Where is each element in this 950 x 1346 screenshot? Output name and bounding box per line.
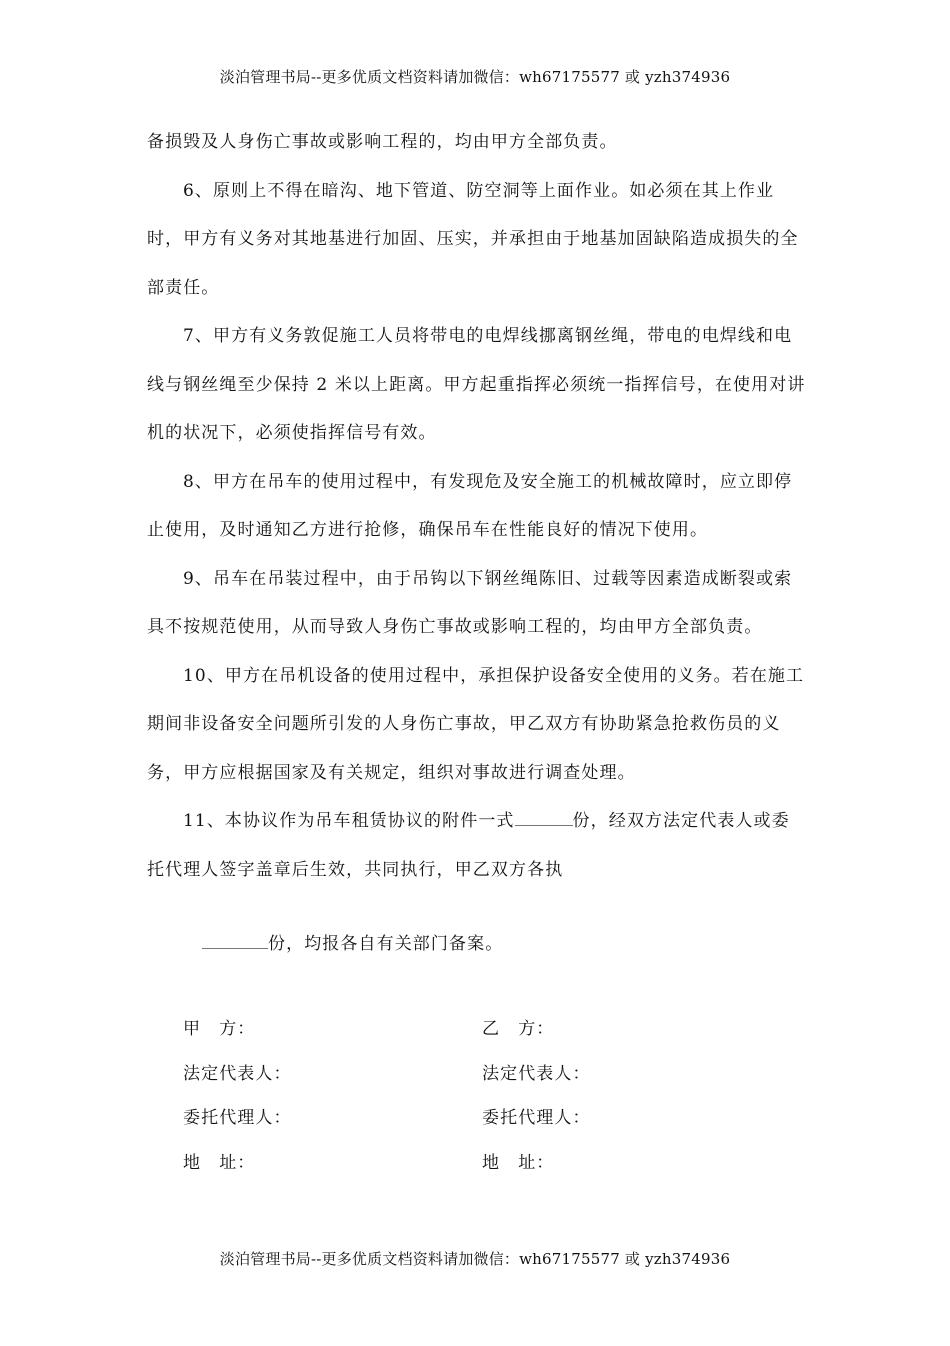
agent-a-label: 委托代理人： bbox=[183, 1108, 292, 1128]
page-footer: 淡泊管理书局--更多优质文档资料请加微信：wh67175577 或 yzh374936 bbox=[219, 1250, 731, 1268]
clause-11-part-c: 份，均报各自有关部门备案。 bbox=[268, 934, 504, 954]
clause-11-part-b: 份，经双方法定代表人或委托代理人签字盖章后生效，共同执行，甲乙双方各执 bbox=[147, 811, 790, 880]
signature-block bbox=[183, 1014, 683, 1192]
clause-11-continuation bbox=[202, 922, 503, 966]
address-a-label: 地 址： bbox=[183, 1152, 256, 1173]
paragraph-continuation: 备损毁及人身伤亡事故或影响工程的，均由甲方全部负责。 bbox=[147, 132, 618, 152]
clause-8: 8、甲方在吊车的使用过程中，有发现危及安全施工的机械故障时，应立即停止使用，及时通知乙方进行抢修，确保吊车在性能良好的情况下使用。 bbox=[147, 471, 793, 540]
signature-row-legal-rep bbox=[183, 1059, 683, 1104]
clause-11 bbox=[147, 797, 807, 894]
party-b-label: 乙 方： bbox=[482, 1019, 555, 1039]
clause-7: 7、甲方有义务敦促施工人员将带电的电焊线挪离钢丝绳，带电的电焊线和电线与钢丝绳至少保持 2 米以上距离。甲方起重指挥必须统一指挥信号，在使用对讲机的状况下，必须使指挥信号有效。 bbox=[147, 326, 806, 443]
legal-rep-a-label: 法定代表人： bbox=[183, 1063, 292, 1084]
clause-6: 6、原则上不得在暗沟、地下管道、防空洞等上面作业。如必须在其上作业时，甲方有义务对其地基进行加固、压实，并承担由于地基加固缺陷造成损失的全部责任。 bbox=[147, 180, 799, 298]
copies-blank-1 bbox=[515, 807, 573, 826]
page-header: 淡泊管理书局--更多优质文档资料请加微信：wh67175577 或 yzh374936 bbox=[219, 68, 731, 86]
agent-b-label: 委托代理人： bbox=[482, 1108, 591, 1128]
party-a-label: 甲 方： bbox=[183, 1019, 256, 1039]
clause-9: 9、吊车在吊装过程中，由于吊钩以下钢丝绳陈旧、过载等因素造成断裂或索具不按规范使用，从而导致人身伤亡事故或影响工程的，均由甲方全部负责。 bbox=[147, 568, 793, 637]
copies-blank-2 bbox=[202, 930, 268, 949]
signature-row-address bbox=[183, 1148, 683, 1193]
legal-rep-b-label: 法定代表人： bbox=[482, 1063, 591, 1084]
signature-row-party bbox=[183, 1014, 683, 1059]
clause-10: 10、甲方在吊机设备的使用过程中，承担保护设备安全使用的义务。若在施工期间非设备安全问题所引发的人身伤亡事故，甲乙双方有协助紧急抢救伤员的义务，甲方应根据国家及有关规定，组织对事故进行调查处理。 bbox=[147, 665, 805, 783]
clause-11-part-a: 11、本协议作为吊车租赁协议的附件一式 bbox=[183, 811, 515, 831]
signature-row-agent bbox=[183, 1103, 683, 1148]
address-b-label: 地 址： bbox=[482, 1152, 555, 1173]
document-body bbox=[147, 118, 807, 894]
